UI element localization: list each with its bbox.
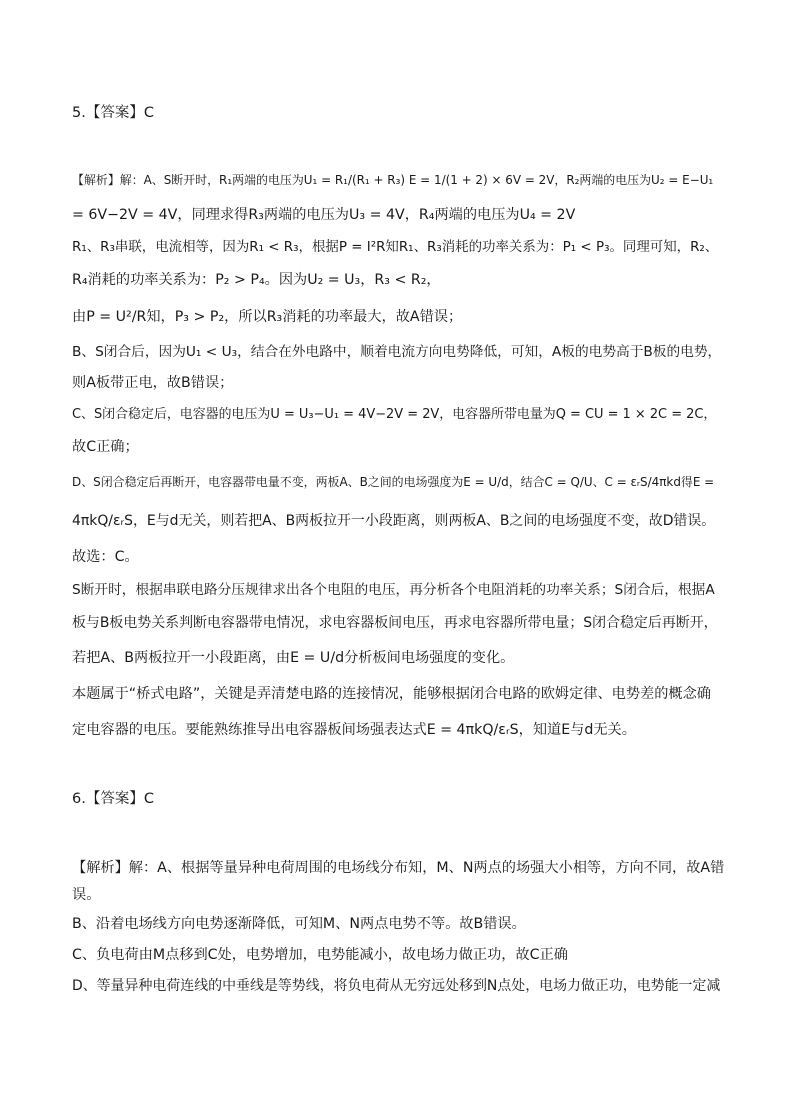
q5-line-8: C、S闭合稳定后，电容器的电压为U = U₃−U₁ = 4V−2V = 2V，电容器所带电量为Q = CU = 1 × 2C = 2C，	[72, 407, 717, 422]
q6-line-1: 【解析】解：A、根据等量异种电荷周围的电场线分布知，M、N两点的场强大小相等，方向不同，故A错	[72, 860, 725, 876]
q5-line-11: 4πkQ/εᵣS，E与d无关，则若把A、B两板拉开一小段距离，则两板A、B之间的电场强度不变，故D错误。	[72, 513, 716, 529]
q5-line-12: 故选：C。	[72, 549, 139, 565]
q6-line-3: B、沿着电场线方向电势逐渐降低，可知M、N两点电势不等。故B错误。	[72, 916, 526, 932]
q6-line-5: D、等量异种电荷连线的中垂线是等势线，将负电荷从无穷远处移到N点处，电场力做正功，电势能一定减	[72, 978, 721, 994]
q5-line-17: 定电容器的电压。要能熟练推导出电容器板间场强表达式E = 4πkQ/εᵣS，知道E与d无关。	[72, 722, 636, 738]
q5-line-9: 故C正确；	[72, 439, 139, 455]
q5-line-1: 【解析】解：A、S断开时，R₁两端的电压为U₁ = R₁/(R₁ + R₃) E = 1/(1 + 2) × 6V = 2V，R₂两端的电压为U₂ = E−U₁	[72, 173, 714, 187]
q6-line-4: C、负电荷由M点移到C处，电势增加，电势能减小，故电场力做正功，故C正确	[72, 947, 568, 963]
q5-line-5: 由P = U²/R知，P₃ > P₂，所以R₃消耗的功率最大，故A错误；	[72, 309, 463, 325]
q6-line-2: 误。	[72, 887, 101, 903]
q5-line-4: R₄消耗的功率关系为：P₂ > P₄。因为U₂ = U₃，R₃ < R₂，	[72, 272, 441, 288]
q5-line-15: 若把A、B两板拉开一小段距离，由E = U/d分析板间电场强度的变化。	[72, 650, 515, 666]
q5-line-14: 板与B板电势关系判断电容器带电情况，求电容器板间电压，再求电容器所带电量；S闭合稳定后再断开，	[72, 615, 718, 631]
q5-line-10: D、S闭合稳定后再断开，电容器带电量不变，两板A、B之间的电场强度为E = U/d，结合C = Q/U、C = εᵣS/4πkd得E =	[72, 475, 715, 489]
q5-line-16: 本题属于“桥式电路”，关键是弄清楚电路的连接情况，能够根据闭合电路的欧姆定律、电势差的概念确	[72, 686, 711, 702]
answer-6-heading: 6.【答案】C	[72, 791, 154, 807]
q5-line-2: = 6V−2V = 4V，同理求得R₃两端的电压为U₃ = 4V，R₄两端的电压为U₄ = 2V	[72, 207, 576, 223]
q5-line-13: S断开时，根据串联电路分压规律求出各个电阻的电压，再分析各个电阻消耗的功率关系；S闭合后，根据A	[72, 582, 715, 598]
q5-line-7: 则A板带正电，故B错误；	[72, 375, 234, 391]
q5-line-3: R₁、R₃串联，电流相等，因为R₁ < R₃，根据P = I²R知R₁、R₃消耗的功率关系为：P₁ < P₃。同理可知，R₂、	[72, 240, 719, 255]
q5-line-6: B、S闭合后，因为U₁ < U₃，结合在外电路中，顺着电流方向电势降低，可知，A板的电势高于B板的电势，	[72, 344, 722, 360]
answer-5-heading: 5.【答案】C	[72, 105, 154, 121]
